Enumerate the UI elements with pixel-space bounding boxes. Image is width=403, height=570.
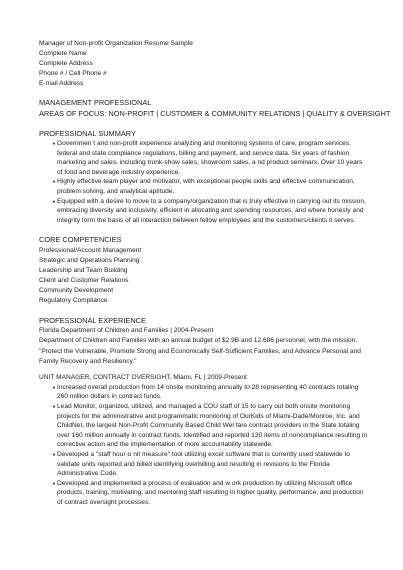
experience-heading: PROFESSIONAL EXPERIENCE [39,316,146,326]
competency-item: Regulatory Compliance [39,297,108,305]
role-line: UNIT MANAGER, CONTRACT OVERSIGHT, Miami, FL | 2009-Present [39,373,247,381]
contact-address: Complete Address [39,60,93,68]
areas-of-focus: AREAS OF FOCUS: NON-PROFIT | CUSTOMER & COMMUNITY RELATIONS | QUALITY & OVERSIGHT [39,108,391,118]
contact-email: E-mail Address [39,80,84,88]
employer-description: Department of Children and Families with an annual budget of $2.9B and 12,686 personnel, with the mission, "Protect the Vulnerable, Promote Strong and Economically Self-Sufficient Families, and Advance Personal and Family Recovery and Resiliency." [39,337,361,365]
summary-list [39,139,369,225]
experience-item: ● Developed a "staff hour-u nit measure" tool utilizing excel software that is currently used statewide to validate units reported and billed identifying overbilling and resulting in revisions to the Florida Administrative Code. [57,450,369,479]
summary-item: ● Governmen t and non-profit experience analyzing and monitoring systems of care, program services, federal and state compliance regulations, billing and payment, and service data. Six years of fashion marketing and sales, including trunk-show sales, showroom sales, a nd product seminars. Over 10 years of food and beverage industry experience. [57,139,369,177]
experience-item: ● Lead Monitor, organized, utilized, and managed a COU staff of 15 to carry out both onsite monitoring projects for the administrative and programmatic monitoring of OurKids of Miami-Dade/Monroe, Inc. and ChildNet, the largest Non-Profit Community Based Child Wel fare contract providers in the State totaling over 160 million annually in contract funds. Identified and reported 130 items of noncompliance resulting in corrective action and the implementation of more accountability statewide. [57,402,369,450]
competency-item: Community Development [39,287,114,294]
competencies-heading: CORE COMPETENCIES [39,235,122,245]
contact-phone: Phone # / Cell Phone # [39,70,107,78]
competency-item: Client and Customer Relations [39,276,129,284]
resume-content [39,39,391,508]
employer-line: Florida Department of Children and Families | 2004-Present [39,327,214,335]
summary-item: ● Highly effective team player and motivator, with exceptional people skills and effective communication, problem solving, and analytical aptitude. [57,177,369,196]
experience-item: ● Developed and implemented a process of evaluation and w ork production by utilizing Microsoft office products, training, motivating, and mentoring staff resulting in higher quality, performance, and production of contract oversight processes. [57,479,369,508]
summary-heading: PROFESSIONAL SUMMARY [39,128,136,138]
contact-name: Complete Name [39,50,87,58]
experience-item: ● Increased overall production from 14 onsite monitoring annually to 28 representing 40 contracts totaling 260 million dollars in contract funds. [57,383,369,402]
experience-list [39,383,369,508]
summary-item: ● Equipped with a desire to move to a company/organization that is truly effective in carrying out its mission, embracing diversity and inclusivity, efficient in allocating and spending resources, and where honesty and integrity form the basis of all interaction between fellow employees and the customers/clients it serves. [57,197,369,226]
competency-item: Professional/Account Management [39,246,142,254]
competency-item: Leadership and Team Building [39,266,128,274]
competency-item: Strategic and Operations Planning [39,256,140,264]
document-title: Manager of Non-profit Organization Resume Sample [39,40,193,47]
profile-title: MANAGEMENT PROFESSIONAL [39,98,152,108]
